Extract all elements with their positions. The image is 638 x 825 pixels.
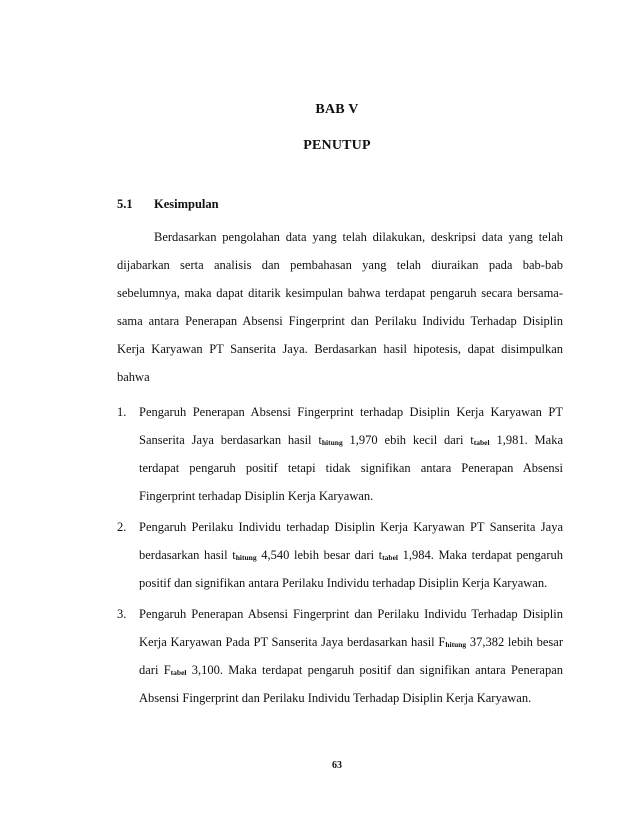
subscript-label: hitung xyxy=(445,640,467,649)
list-item-text: 1,970 ebih kecil dari t xyxy=(342,433,474,447)
subscript-label: tabel xyxy=(473,438,490,447)
list-item-text: Pengaruh Penerapan Absensi Fingerprint dan Perilaku Individu Terhadap Disiplin Kerja Karyawan Pada PT Sanserita Jaya berdasarkan hasil F xyxy=(139,607,563,649)
list-item xyxy=(117,513,563,597)
subscript-label: hitung xyxy=(235,553,257,562)
list-item-index: 3. xyxy=(117,607,127,621)
section-heading xyxy=(117,197,219,212)
section-title: Kesimpulan xyxy=(154,197,219,211)
list-item-text: 37,382 lebih besar dari F xyxy=(139,635,563,677)
list-item-index: 2. xyxy=(117,520,127,534)
intro-paragraph: Berdasarkan pengolahan data yang telah dilakukan, deskripsi data yang telah dijabarkan serta analisis dan pembahasan yang telah diuraikan pada bab-bab sebelumnya, maka dapat ditarik kesimpulan bahwa terdapat pengaruh secara bersama-sama antara Penerapan Absensi Fingerprint dan Perilaku Individu Terhadap Disiplin Kerja Karyawan PT Sanserita Jaya. Berdasarkan hasil hipotesis, dapat disimpulkan bahwa xyxy=(117,230,563,384)
list-item-index: 1. xyxy=(117,405,127,419)
list-item-text: Pengaruh Penerapan Absensi Fingerprint terhadap Disiplin Kerja Karyawan PT Sanserita Jaya berdasarkan hasil t xyxy=(139,405,563,447)
list-item-text: 3,100. Maka terdapat pengaruh positif dan signifikan antara Penerapan Absensi Fingerprint dan Perilaku Individu Terhadap Disiplin Kerja Karyawan. xyxy=(139,663,564,705)
list-item xyxy=(117,398,563,510)
subscript-label: tabel xyxy=(170,668,187,677)
list-item-text: 1,984. Maka terdapat pengaruh positif dan signifikan antara Perilaku Individu terhadap Disiplin Kerja Karyawan. xyxy=(139,548,563,590)
subscript-label: hitung xyxy=(321,438,343,447)
chapter-heading: BAB V xyxy=(315,102,359,117)
list-item-text: 1,981. Maka terdapat pengaruh positif tetapi tidak signifikan antara Penerapan Absensi Fingerprint terhadap Disiplin Kerja Karyawan. xyxy=(139,433,563,503)
conclusion-list xyxy=(117,398,563,715)
chapter-title: PENUTUP xyxy=(303,138,371,153)
page-number: 63 xyxy=(332,760,342,771)
list-item-text: Pengaruh Perilaku Individu terhadap Disiplin Kerja Karyawan PT Sanserita Jaya berdasarkan hasil t xyxy=(139,520,563,562)
list-item-text: 4,540 lebih besar dari t xyxy=(256,548,383,562)
section-number: 5.1 xyxy=(117,197,133,211)
subscript-label: tabel xyxy=(382,553,398,562)
list-item xyxy=(117,600,563,712)
